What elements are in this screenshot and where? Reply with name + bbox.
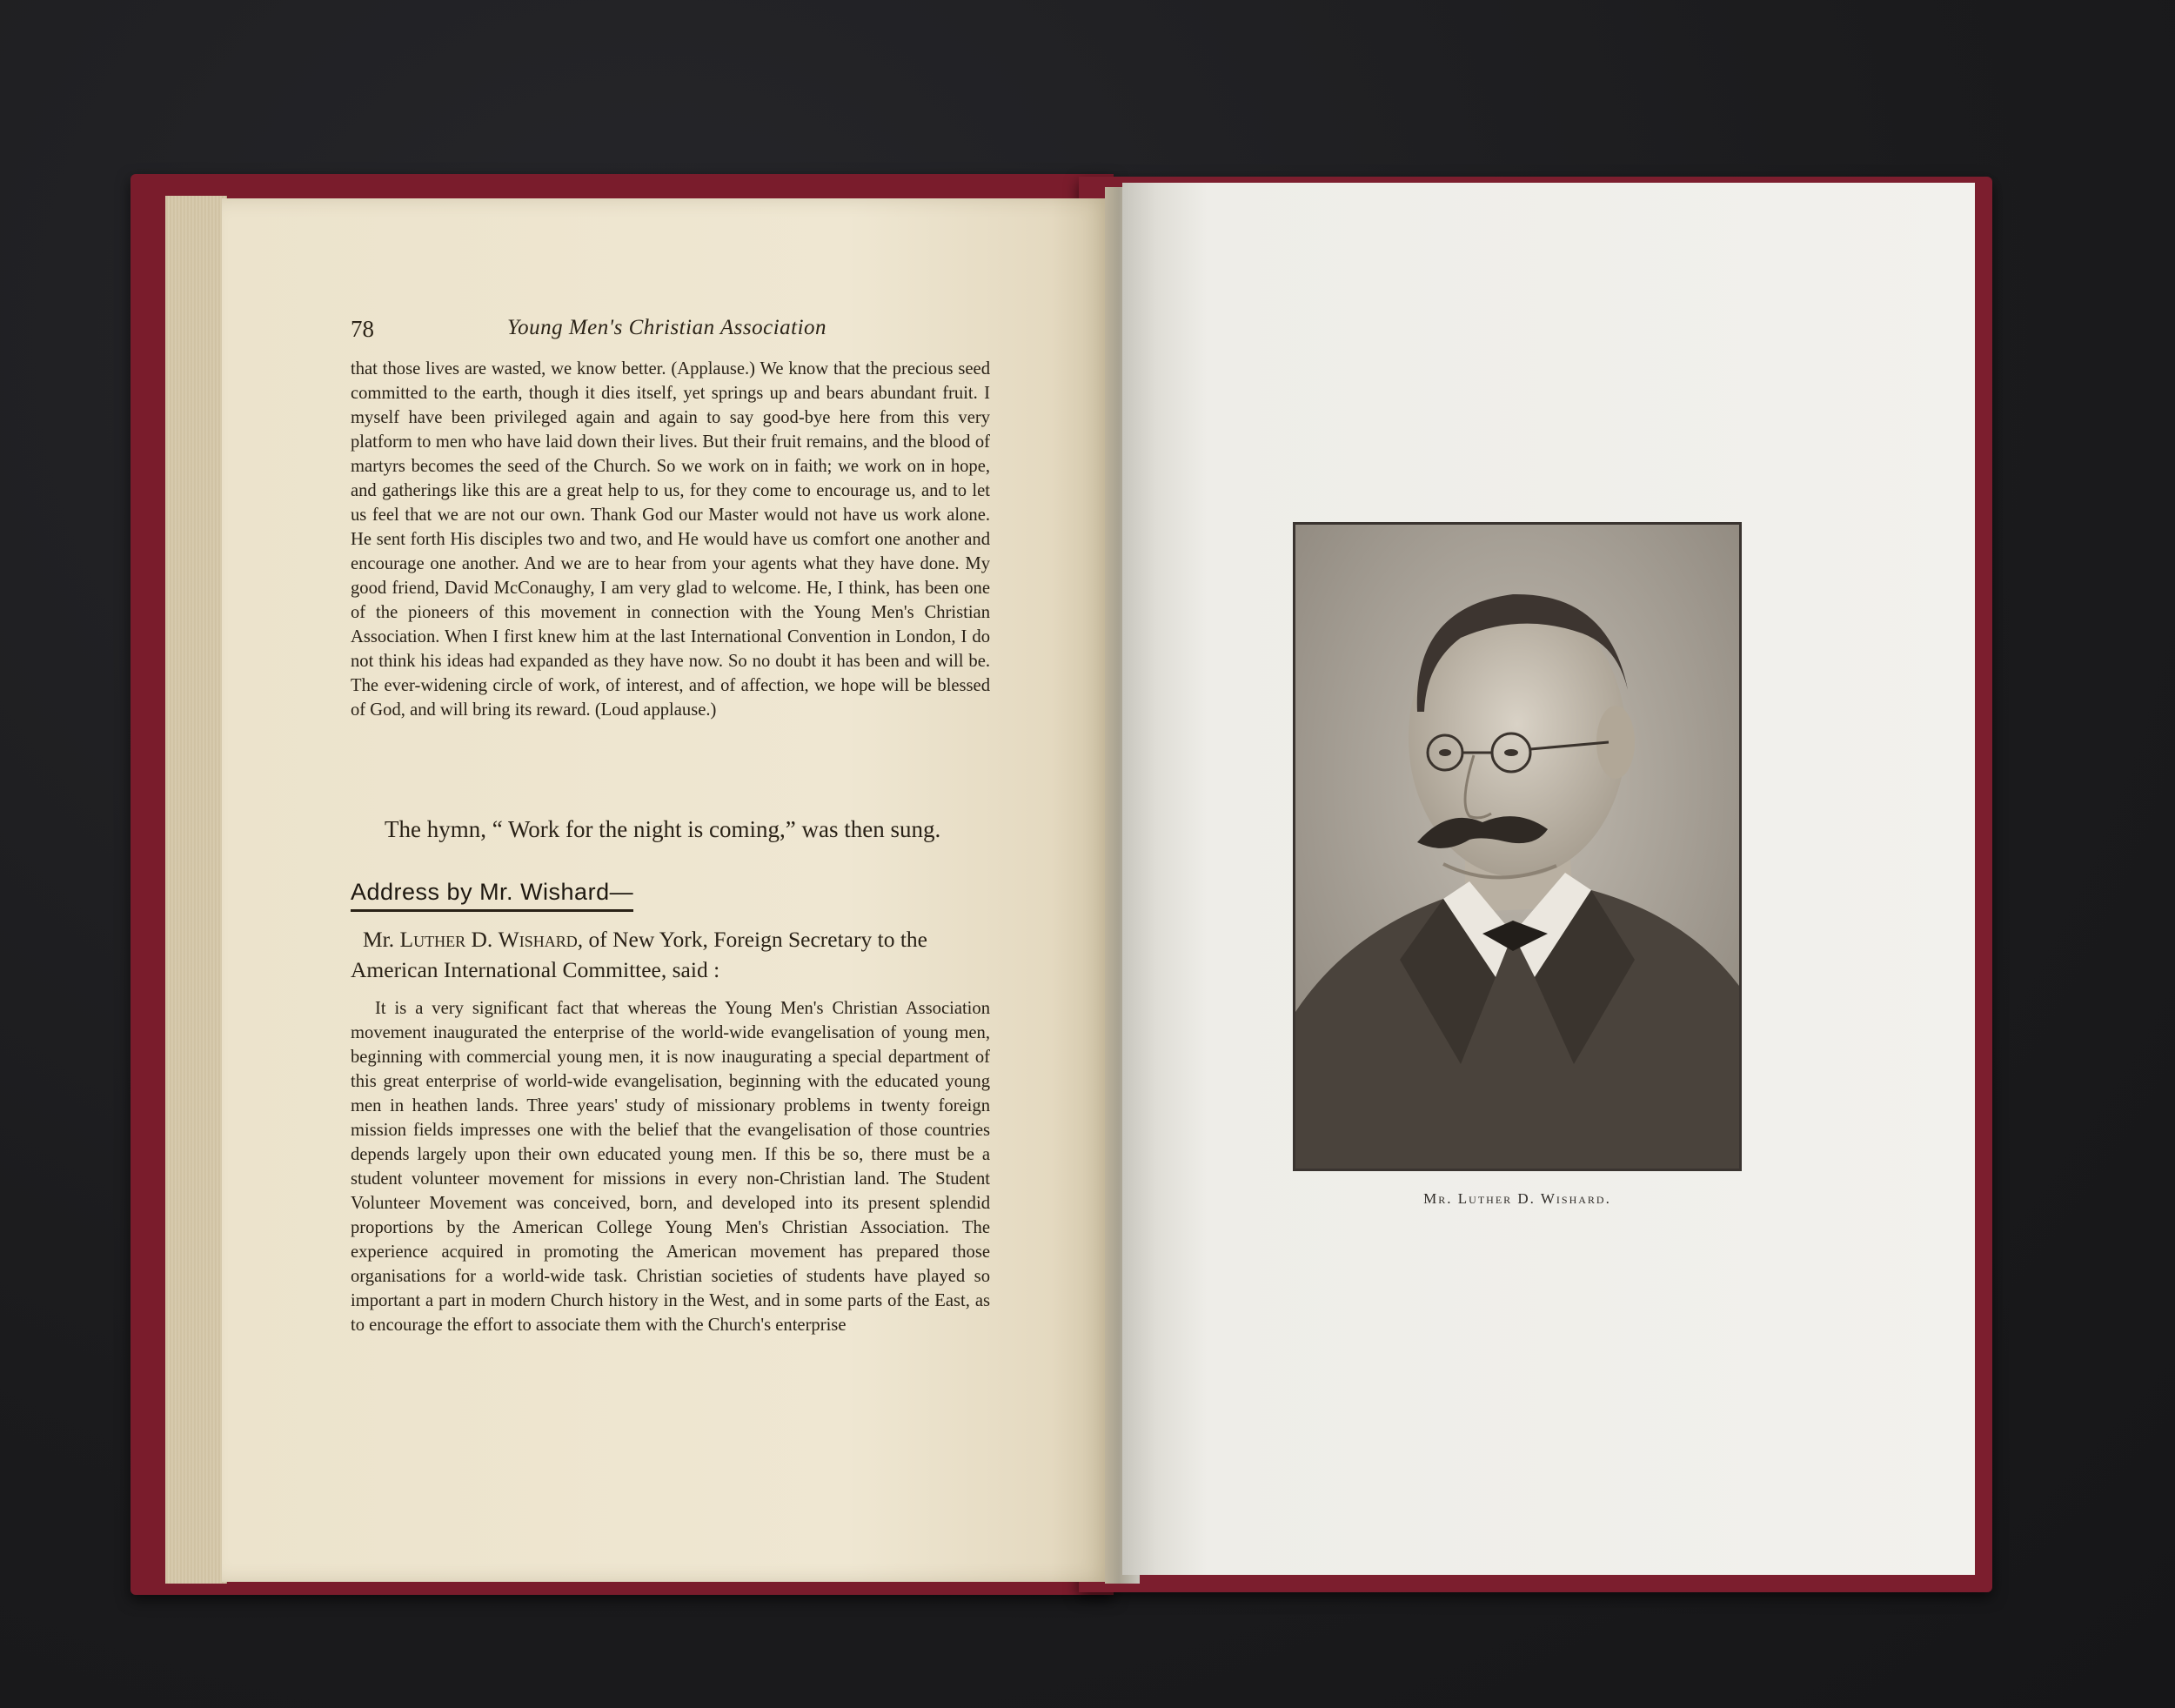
running-title: Young Men's Christian Association bbox=[507, 316, 827, 339]
running-head bbox=[351, 316, 994, 351]
speaker-prefix: Mr. bbox=[363, 927, 400, 952]
portrait-photo bbox=[1293, 522, 1742, 1171]
speaker-intro bbox=[351, 924, 990, 985]
page-edges bbox=[165, 196, 227, 1584]
speaker-surname: Wishard bbox=[498, 927, 578, 952]
speaker-intro-rest: , of New York, Foreign Secretary to the American International Committee, said : bbox=[351, 927, 927, 982]
body-paragraph-1: that those lives are wasted, we know better. (Applause.) We know that the precious seed committed to the earth, though it dies itself, yet springs up and bears abundant fruit. I myself have been privileged again and again to say good-bye here from this very platform to men who have laid down their lives. But their fruit remains, and the blood of martyrs becomes the seed of the Church. So we work on in faith; we work on in hope, and gatherings like this are a great help to us, for they come to encourage us, and to let us feel that we are not our own. Thank God our Master would not have us work alone. He sent forth His disciples two and two, and He would have us comfort one another and encourage one another. And we are to hear from your agents what they have done. My good friend, David McConaughy, I am very glad to welcome. He, I think, has been one of the pioneers of this movement in connection with the Young Men's Christian Association. When I first knew him at the last International Convention in London, I do not think his ideas had expanded as they have now. So no doubt it has been and will be. The ever-widening circle of work, of interest, and of affection, we hope will be blessed of God, and will bring its reward. (Loud applause.) bbox=[351, 359, 990, 720]
body-paragraph-2: It is a very significant fact that whereas the Young Men's Christian Association movement inaugurated the enterprise of the world-wide evangelisation of young men, beginning with commercial young men, it is now inaugurating a special department of this great enterprise of world-wide evangelisation, beginning with the educated young men in heathen lands. Three years' study of missionary problems in twenty foreign mission fields impresses one with the belief that the evangelisation of those countries depends largely upon their own educated young men. If this be so, there must be a student volunteer movement for missions in every non-Christian land. The Student Volunteer Movement was conceived, born, and developed into its present splendid proportions by the American College Young Men's Christian Association. The experience acquired in promoting the American movement has prepared those organisations for a world-wide task. Christian societies of students have played so important a part in modern Church history in the West, and in some parts of the East, as to encourage the effort to associate them with the Church's enterprise bbox=[351, 999, 990, 1335]
section-heading: Address by Mr. Wishard— bbox=[351, 879, 633, 912]
hymn-line: The hymn, “ Work for the night is coming,” was then sung. bbox=[385, 816, 941, 842]
portrait-caption: Mr. Luther D. Wishard. bbox=[1423, 1190, 1611, 1207]
speaker-middle-initial: D. bbox=[465, 927, 499, 952]
portrait-illustration bbox=[1295, 525, 1739, 1169]
page-number: 78 bbox=[351, 316, 374, 342]
speaker-first-name: Luther bbox=[399, 927, 466, 952]
